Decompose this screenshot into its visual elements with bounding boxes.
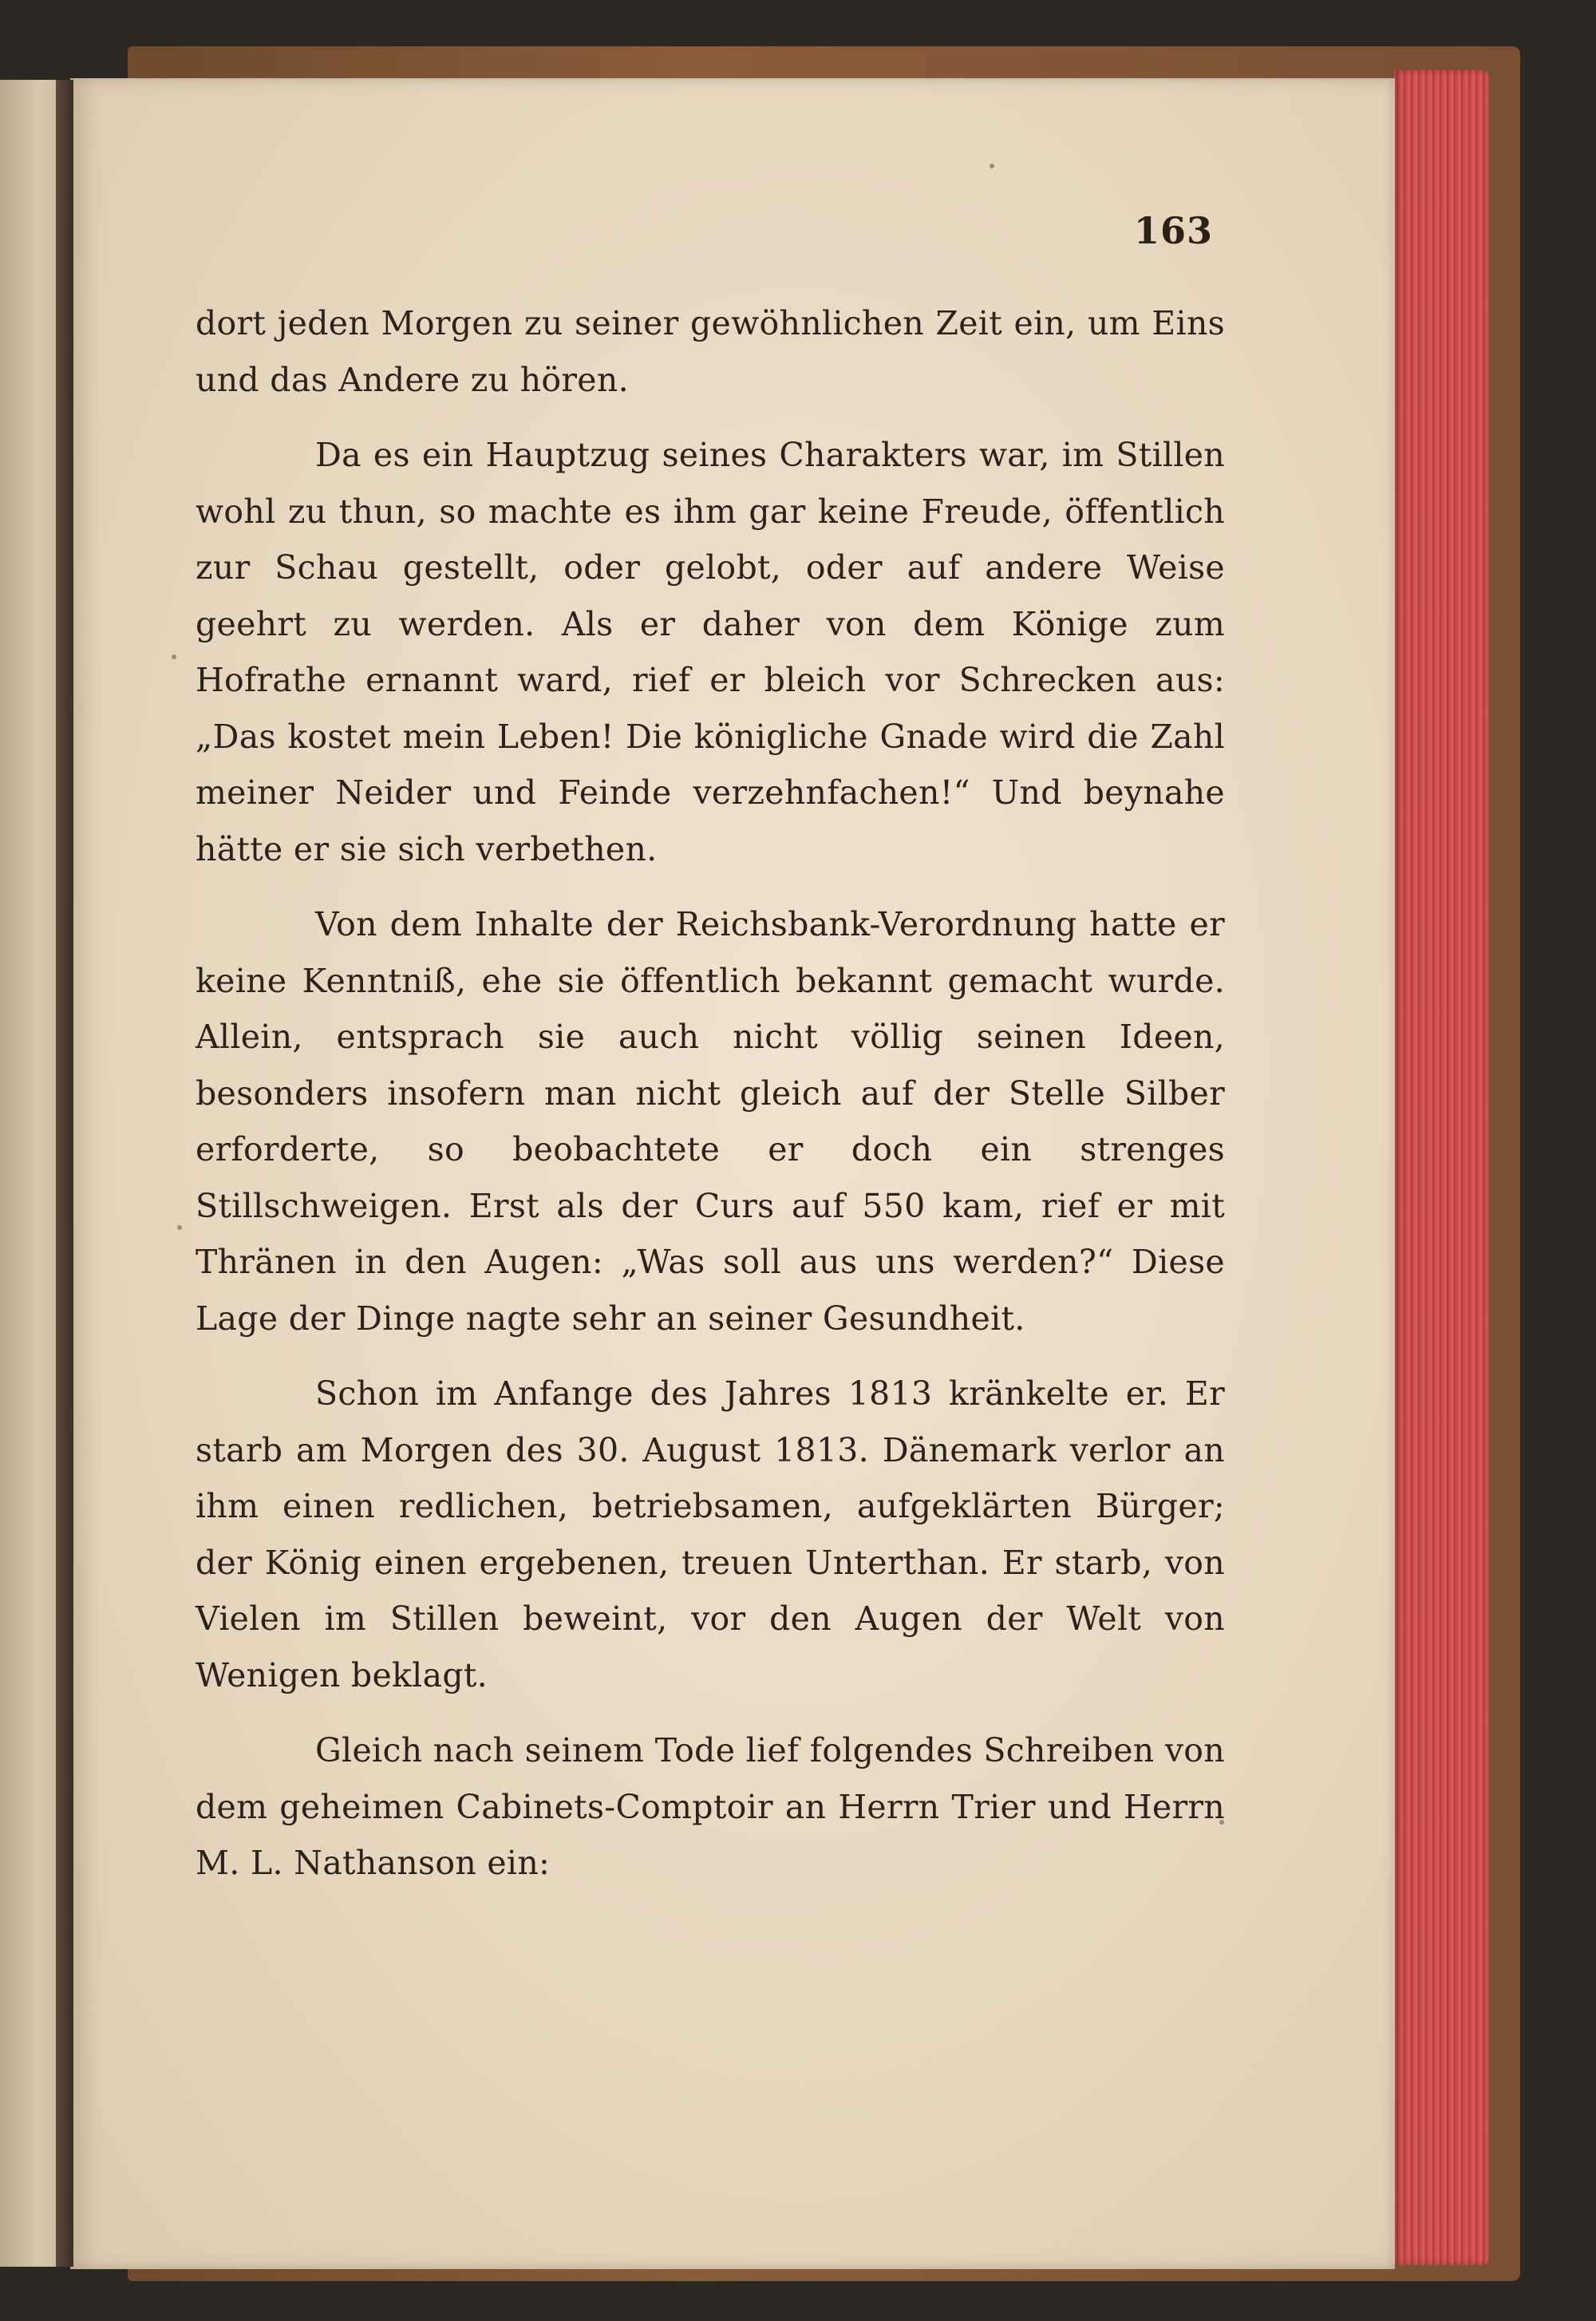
paragraph-5: Gleich nach seinem Tode lief folgendes Schreiben von dem geheimen Cabinets-Comptoir an Herrn Trier und Herrn M. L. Nathanson ein:	[196, 1731, 1225, 1882]
paragraph-1: dort jeden Morgen zu seiner gewöhnlichen Zeit ein, um Eins und das Andere zu hören.	[196, 304, 1225, 399]
red-page-edges	[1393, 70, 1488, 2265]
page-body-text	[196, 295, 1225, 1911]
paragraph-3: Von dem Inhalte der Reichsbank-Verordnung hatte er keine Kenntniß, ehe sie öffentlich bekannt gemacht wurde. Allein, entsprach sie auch nicht völlig seinen Ideen, besonders insofern man nicht gleich auf der Stelle Silber erforderte, so beobachtete er doch ein strenges Stillschweigen. Erst als der Curs auf 550 kam, rief er mit Thränen in den Augen: „Was soll aus uns werden?“ Diese Lage der Dinge nagte sehr an seiner Gesundheit.	[196, 905, 1225, 1338]
previous-page-edge	[0, 80, 64, 2267]
book-gutter	[56, 80, 73, 2267]
paper-speck	[177, 1225, 182, 1230]
page-number: 163	[1133, 209, 1213, 252]
paper-speck	[990, 164, 994, 168]
paragraph-4: Schon im Anfange des Jahres 1813 kränkelte er. Er starb am Morgen des 30. August 1813. Dänemark verlor an ihm einen redlichen, betriebsamen, aufgeklärten Bürger; der König einen ergebenen, treuen Unterthan. Er starb, von Vielen im Stillen beweint, vor den Augen der Welt von Wenigen beklagt.	[196, 1374, 1225, 1694]
paper-speck	[172, 654, 176, 659]
paragraph-2: Da es ein Hauptzug seines Charakters war, im Stillen wohl zu thun, so machte es ihm gar keine Freude, öffentlich zur Schau gestellt, oder gelobt, oder auf andere Weise geehrt zu werden. Als er daher von dem Könige zum Hofrathe ernannt ward, rief er bleich vor Schrecken aus: „Das kostet mein Leben! Die königliche Gnade wird die Zahl meiner Neider und Feinde verzehnfachen!“ Und beynahe hätte er sie sich verbethen.	[196, 436, 1225, 868]
